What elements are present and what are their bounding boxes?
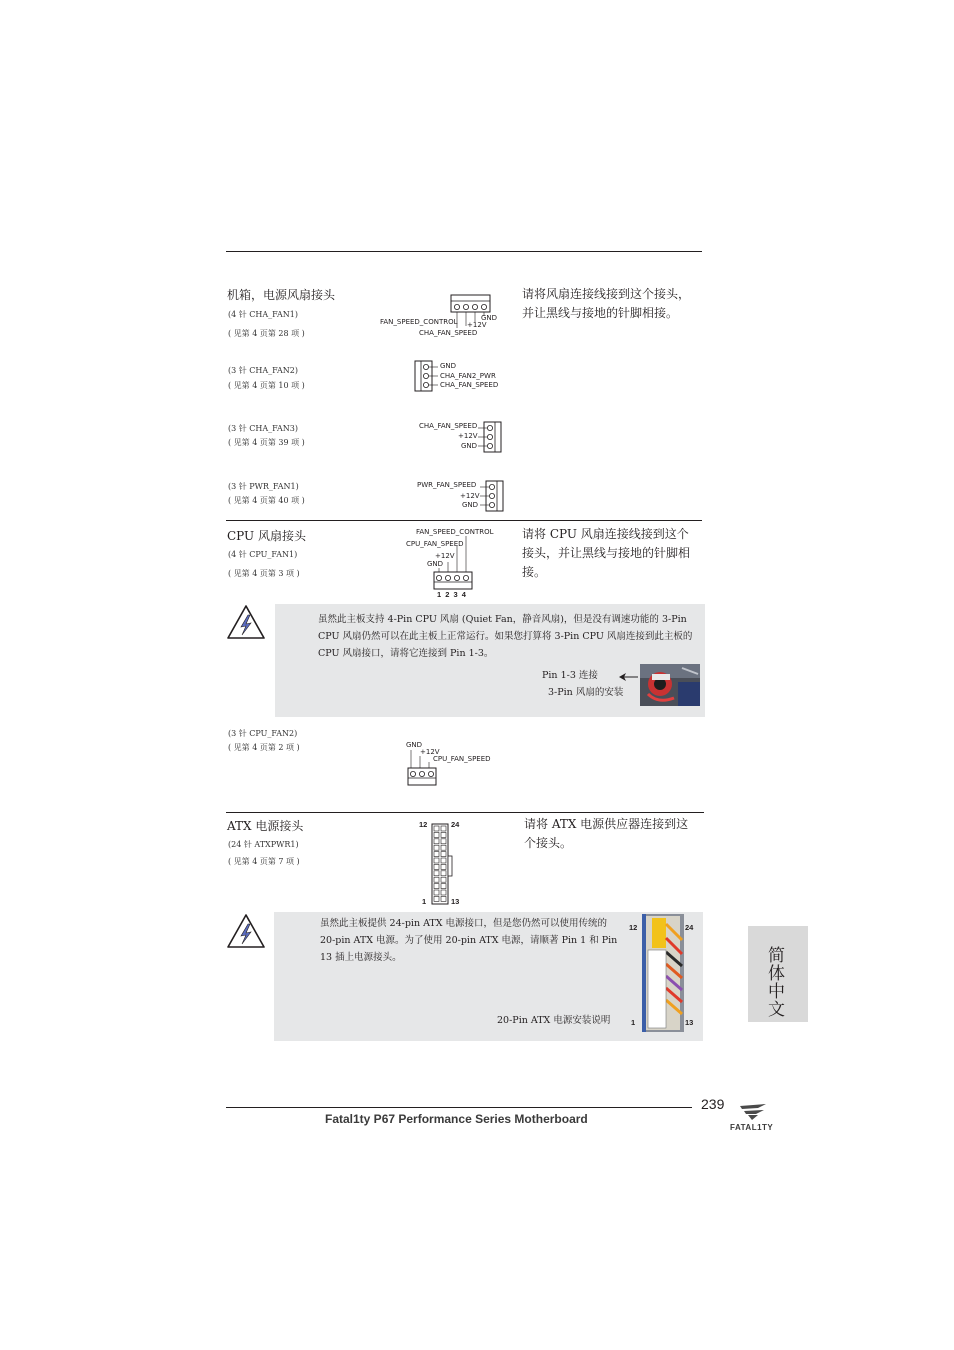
label-cha-fan2-pwr: CHA_FAN2_PWR: [440, 372, 496, 380]
label-fan-speed-control: FAN_SPEED_CONTROL: [416, 528, 494, 536]
cpu-fan-title: CPU 风扇接头: [227, 529, 306, 543]
label-atx-13: 13: [685, 1018, 694, 1027]
label-12v: +12V: [420, 748, 440, 756]
cha-fan3-ref: ( 见第 4 页第 39 项 ): [228, 438, 305, 447]
label-cha-fan-speed: CHA_FAN_SPEED: [419, 329, 478, 337]
label-atx-1: 1: [422, 897, 427, 906]
cha-fan2-connector-diagram: [414, 360, 438, 392]
arrow-left-icon: [618, 672, 638, 682]
warning-icon: [226, 913, 266, 949]
atx-pins: (24 针 ATXPWR1): [228, 840, 299, 849]
cha-fan1-leader-lines: [455, 312, 491, 332]
product-name: Fatal1ty P67 Performance Series Motherboard: [325, 1112, 588, 1126]
label-cha-fan-speed: CHA_FAN_SPEED: [440, 381, 499, 389]
label-cha-fan-speed: CHA_FAN_SPEED: [419, 422, 478, 430]
page-number: 239: [701, 1096, 725, 1112]
label-fan-speed-control: FAN_SPEED_CONTROL: [380, 318, 458, 326]
cha-fan2-ref: ( 见第 4 页第 10 项 ): [228, 381, 305, 390]
cpu-caption-pin13: Pin 1-3 连接: [542, 670, 598, 681]
fatal1ty-logo-text: FATAL1TY: [730, 1123, 774, 1132]
label-atx-1: 1: [631, 1018, 636, 1027]
label-atx-13: 13: [451, 897, 460, 906]
label-atx-12: 12: [419, 820, 428, 829]
label-cpu-fan-speed: CPU_FAN_SPEED: [406, 540, 464, 548]
cha-fan1-pins: (4 针 CHA_FAN1): [228, 310, 299, 319]
cpu-fan1-pins: (4 针 CPU_FAN1): [228, 550, 298, 559]
cha-fan1-ref: ( 见第 4 页第 28 项 ): [228, 329, 305, 338]
label-gnd: GND: [481, 314, 498, 322]
cpu-fan2-ref: ( 见第 4 页第 2 项 ): [228, 743, 300, 752]
label-atx-12: 12: [629, 923, 638, 932]
cpu-fan2-connector-diagram: [406, 750, 438, 788]
label-gnd: GND: [461, 442, 478, 450]
label-12v: +12V: [460, 492, 480, 500]
cha-fan3-pins: (3 针 CHA_FAN3): [228, 424, 299, 433]
atx-description: 请将 ATX 电源供应器连接到这个接头。: [524, 817, 689, 850]
cpu-fan-description: 请将 CPU 风扇连接线接到这个接头，并让黑线与接地的针脚相接。: [522, 527, 691, 579]
warning-icon: [226, 604, 266, 640]
label-12v: +12V: [458, 432, 478, 440]
fatal1ty-logo-mark: [738, 1102, 770, 1122]
cha-fan1-connector-diagram: [450, 294, 492, 314]
cpu-caption-install: 3-Pin 风扇的安装: [548, 687, 624, 698]
top-rule: [226, 251, 702, 252]
label-gnd: GND: [406, 741, 423, 749]
pwr-fan1-pins: (3 针 PWR_FAN1): [228, 482, 299, 491]
language-tab-label: 简体中文: [764, 946, 784, 1018]
label-gnd: GND: [440, 362, 457, 370]
section-rule: [226, 812, 704, 813]
atx-title: ATX 电源接头: [227, 819, 304, 833]
label-atx-24: 24: [685, 923, 694, 932]
fan-install-photo: [640, 664, 700, 706]
label-pin-numbers: 1 2 3 4: [437, 590, 467, 599]
cha-fan2-pins: (3 针 CHA_FAN2): [228, 366, 299, 375]
pwr-fan1-ref: ( 见第 4 页第 40 项 ): [228, 496, 305, 505]
cpu-fan1-connector-diagram: [432, 536, 474, 592]
footer-rule: [226, 1107, 692, 1108]
atx-ref: ( 见第 4 页第 7 项 ): [228, 857, 300, 866]
section-rule: [226, 520, 702, 521]
label-12v: +12V: [467, 321, 487, 329]
cha-fan-title: 机箱，电源风扇接头: [227, 288, 336, 302]
atx-connector-diagram: [430, 822, 454, 906]
cha-fan-description: 请将风扇连接线接到这个接头，并让黑线与接地的针脚相接。: [522, 287, 691, 320]
label-12v: +12V: [435, 552, 455, 560]
cpu-fan1-ref: ( 见第 4 页第 3 项 ): [228, 569, 300, 578]
cpu-fan2-pins: (3 针 CPU_FAN2): [228, 729, 298, 738]
label-pwr-fan-speed: PWR_FAN_SPEED: [417, 481, 477, 489]
label-gnd: GND: [462, 501, 479, 509]
label-cpu-fan-speed: CPU_FAN_SPEED: [433, 755, 491, 763]
label-gnd: GND: [427, 560, 444, 568]
atx-caption: 20-Pin ATX 电源安装说明: [497, 1015, 611, 1026]
label-atx-24: 24: [451, 820, 460, 829]
cha-fan3-connector-diagram: [478, 421, 502, 453]
pwr-fan1-connector-diagram: [480, 480, 504, 512]
atx-note-text: 虽然此主板提供 24-pin ATX 电源接口，但是您仍然可以使用传统的 20-pin ATX 电源。为了使用 20-pin ATX 电源，请顺著 Pin 1 和 Pin 13 插上电源接头。: [320, 918, 618, 963]
cpu-fan-note-text: 虽然此主板支持 4-Pin CPU 风扇 (Quiet Fan，静音风扇)，但是没有调速功能的 3-Pin CPU 风扇仍然可以在此主板上正常运行。如果您打算将 3-Pin CPU 风扇连接到此主板的 CPU 风扇接口，请将它连接到 Pin 1-3。: [318, 614, 693, 659]
atx-install-photo: [642, 914, 684, 1032]
